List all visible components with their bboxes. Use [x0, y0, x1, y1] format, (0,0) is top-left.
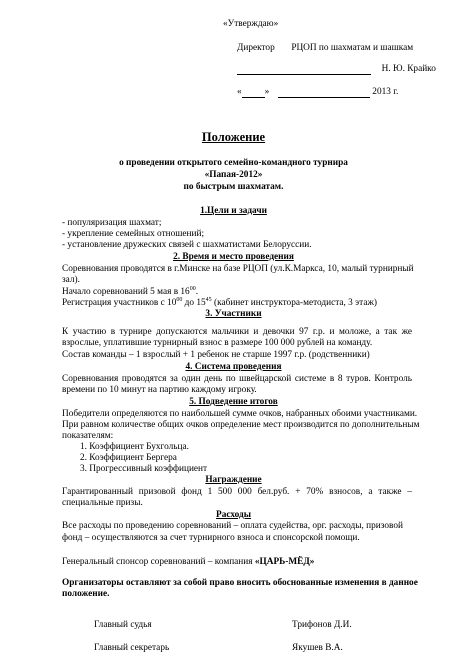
start-sup: 00 [189, 285, 196, 292]
sponsor-name: «ЦАРЬ-МЁД» [254, 557, 315, 567]
approve-label: «Утверждаю» [223, 19, 279, 29]
subtitle-line1: о проведении открытого семейно-командного турнира [119, 158, 348, 168]
goals-item-2: - укрепление семейных отношений; [62, 229, 205, 239]
participants-line3: Состав команды – 1 взрослый + 1 ребенок не старше 1997 г.р. (родственники) [62, 350, 370, 360]
document-title: Положение [201, 130, 266, 144]
expenses-line2: фонд – осуществляются за счет турнирного взноса и спонсорской помощи. [62, 533, 360, 543]
goals-heading: 1.Цели и задачи [200, 206, 267, 216]
date-line [237, 87, 398, 98]
date-close: » [264, 87, 270, 97]
director-line [237, 43, 413, 54]
expenses-heading: Расходы [216, 510, 251, 520]
org-note-line1: Организаторы оставляют за собой право вносить обоснованные изменения в данное [62, 578, 418, 588]
expenses-line1: Все расходы по проведению соревнований – оплата судейства, орг. расходы, призовой [62, 521, 403, 531]
results-line1: Победители определяются по наибольшей сумме очков, набранных обоими участниками. [62, 409, 418, 419]
secretary-label: Главный секретарь [94, 643, 170, 653]
time-place-line2: зал). [62, 275, 80, 285]
time-place-line1: Соревнования проводятся в г.Минске на базе РЦОП (ул.К.Маркса, 10, малый турнирный [62, 264, 414, 274]
director-prefix: Директор [237, 43, 275, 53]
time-place-heading: 2. Время и место проведения [173, 252, 294, 262]
results-item-2: 2. Коэффициент Бергера [80, 453, 177, 463]
award-line1: Гарантированный призовой фонд 1 500 000 бел.руб. + 70% взносов, а также – [62, 487, 412, 497]
system-line2: времени по 10 минут на партию каждому игроку. [62, 385, 257, 395]
results-item-1: 1. Коэффициент Бухгольца. [80, 442, 189, 452]
goals-item-1: - популяризация шахмат; [62, 218, 162, 228]
reg-text-2: до 15 [182, 298, 206, 308]
secretary-name: Якушев В.А. [292, 643, 343, 653]
system-heading: 4. Система проведения [185, 362, 282, 372]
judge-label: Главный судья [94, 620, 152, 630]
sponsor-line [62, 557, 314, 568]
participants-line2: взрослые, уплатившие турнирный взнос в размере 100 000 рублей на команду. [62, 338, 373, 348]
award-heading: Награждение [205, 475, 262, 485]
director-org: РЦОП по шахматам и шашкам [291, 43, 414, 53]
participants-line1: К участию в турнире допускаются мальчики и девочки 97 г.р. и моложе, а так же [62, 327, 412, 337]
goals-item-3: - установление дружеских связей с шахматистами Белоруссии. [62, 240, 312, 250]
participants-heading: 3. Участники [205, 309, 262, 319]
results-heading: 5. Подведение итогов [189, 397, 278, 407]
reg-sup-2: 45 [205, 296, 212, 303]
date-year: 2013 г. [372, 87, 399, 97]
judge-name: Трифонов Д.И. [292, 620, 352, 630]
system-line1: Соревнования проводятся за один день по швейцарской системе в 8 туров. Контроль [62, 374, 412, 384]
start-end: . [195, 287, 199, 297]
signer-line [237, 64, 436, 75]
signature-underline [237, 65, 371, 75]
subtitle-line3: по быстрым шахматам. [183, 182, 284, 192]
signer-name: Н. Ю. Крайко [381, 64, 436, 74]
reg-text-1: Регистрация участников с 10 [62, 298, 177, 308]
results-item-3: 3. Прогрессивный коэффициент [80, 464, 208, 474]
award-line2: специальные призы. [62, 498, 143, 508]
subtitle-line2: «Папая-2012» [204, 170, 263, 180]
results-line2: При равном количестве общих очков определение мест производится по дополнительным [62, 420, 420, 430]
registration-line [62, 298, 377, 309]
sponsor-text: Генеральный спонсор соревнований – компания [62, 557, 255, 567]
start-text: Начало соревнований 5 мая в 16 [62, 287, 190, 297]
org-note-line2: положение. [62, 589, 110, 599]
reg-sup-1: 00 [176, 296, 183, 303]
results-line3: показателям: [62, 431, 114, 441]
month-underline [278, 88, 370, 98]
date-open: « [237, 87, 242, 97]
reg-text-3: (кабинет инструктора-методиста, 3 этаж) [211, 298, 377, 308]
day-underline [242, 88, 265, 98]
